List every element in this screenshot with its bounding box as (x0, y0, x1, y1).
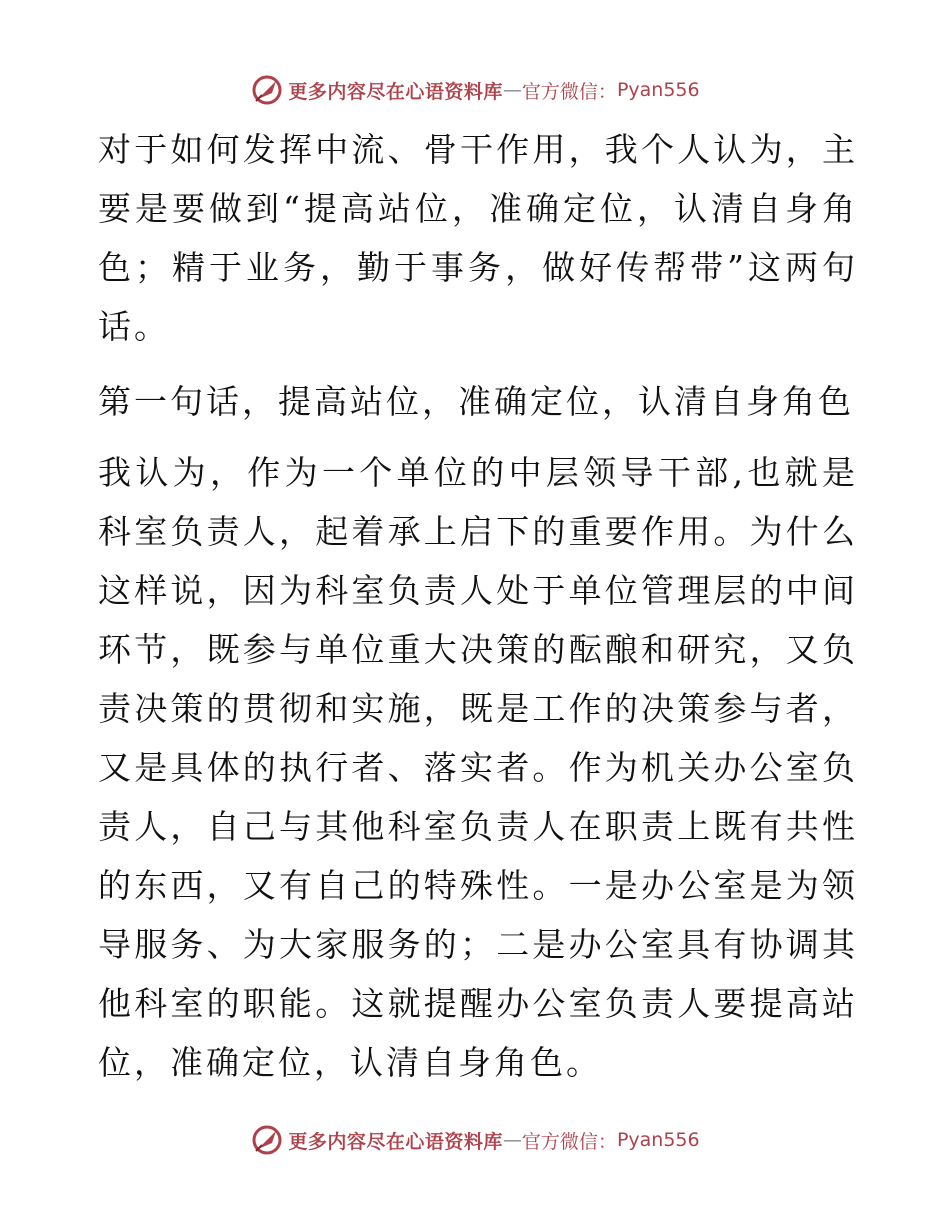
paragraph-intro: 对于如何发挥中流、骨干作用，我个人认为，主要是要做到“提高站位，准确定位，认清自身角色；精于业务，勤于事务，做好传帮带”这两句话。 (98, 130, 858, 346)
watermark-main-text: 更多内容尽在心语资料库 (288, 80, 503, 103)
header-watermark-banner (0, 70, 950, 110)
watermark-separator: — (502, 1129, 522, 1151)
paragraph-heading: 第一句话，提高站位，准确定位，认清自身角色 (98, 382, 854, 421)
watermark-separator: — (502, 79, 522, 101)
watermark-wechat-label: 官方微信： (521, 1130, 617, 1153)
document-body (98, 120, 858, 1092)
quill-logo-icon (250, 1123, 284, 1157)
quill-logo-icon (250, 73, 284, 107)
footer-watermark-banner (0, 1120, 950, 1160)
watermark-main-text: 更多内容尽在心语资料库 (288, 1130, 503, 1153)
watermark-wechat-id: Pyan556 (616, 79, 700, 101)
paragraph-body: 我认为，作为一个单位的中层领导干部,也就是科室负责人，起着承上启下的重要作用。为什么这样说，因为科室负责人处于单位管理层的中间环节，既参与单位重大决策的酝酿和研究，又负责决策的贯彻和实施，既是工作的决策参与者，又是具体的执行者、落实者。作为机关办公室负责人，自己与其他科室负责人在职责上既有共性的东西，又有自己的特殊性。一是办公室是为领导服务、为大家服务的；二是办公室具有协调其他科室的职能。这就提醒办公室负责人要提高站位，准确定位，认清自身角色。 (98, 453, 858, 1082)
watermark-wechat-id: Pyan556 (616, 1129, 700, 1151)
watermark-wechat-label: 官方微信： (521, 80, 617, 103)
